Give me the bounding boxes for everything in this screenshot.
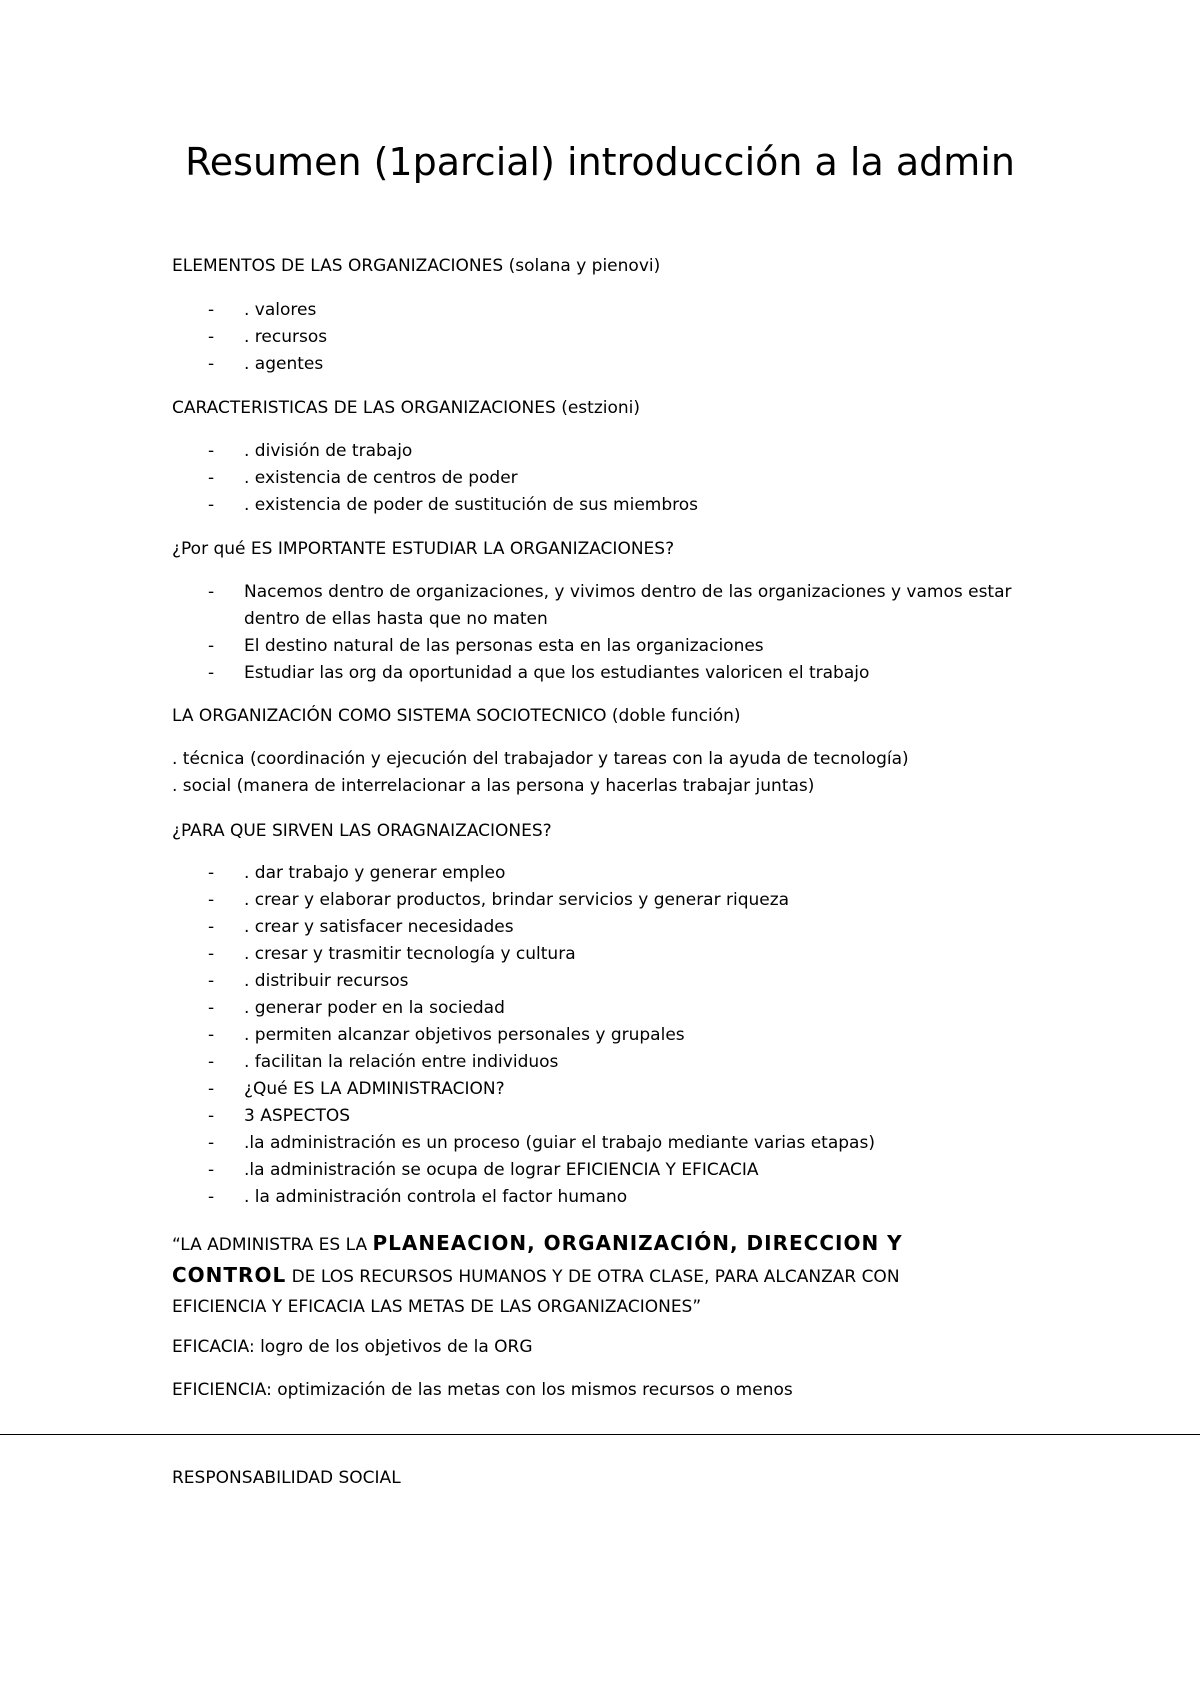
- bullet-dash: -: [208, 354, 215, 374]
- heading-importante: ¿Por qué ES IMPORTANTE ESTUDIAR LA ORGANIZACIONES?: [172, 539, 675, 559]
- quote-emphasis: PLANEACION, ORGANIZACIÓN, DIRECCION Y CONTROL: [172, 1231, 903, 1287]
- bullet-dash: -: [208, 890, 215, 910]
- list-item: - . permiten alcanzar objetivos personales y grupales: [172, 1022, 875, 1049]
- list-item: - ¿Qué ES LA ADMINISTRACION?: [172, 1076, 875, 1103]
- bullet-dash: -: [208, 1133, 215, 1153]
- bullet-dash: -: [208, 1187, 215, 1207]
- list-item: - . la administración controla el factor humano: [172, 1184, 875, 1211]
- list-item: - . dar trabajo y generar empleo: [172, 860, 875, 887]
- list-item: - . crear y satisfacer necesidades: [172, 914, 875, 941]
- list-item: - 3 ASPECTOS: [172, 1103, 875, 1130]
- eficiencia-definition: EFICIENCIA: optimización de las metas con los mismos recursos o menos: [172, 1380, 793, 1400]
- list-item: - . crear y elaborar productos, brindar servicios y generar riqueza: [172, 887, 875, 914]
- bullet-dash: -: [208, 636, 215, 656]
- horizontal-divider: [0, 1434, 1200, 1435]
- bullet-dash: -: [208, 917, 215, 937]
- bullet-dash: -: [208, 863, 215, 883]
- heading-caracteristicas: CARACTERISTICAS DE LAS ORGANIZACIONES (estzioni): [172, 398, 640, 418]
- list-item: - .la administración es un proceso (guiar el trabajo mediante varias etapas): [172, 1130, 875, 1157]
- heading-sociotecnico: LA ORGANIZACIÓN COMO SISTEMA SOCIOTECNICO (doble función): [172, 706, 741, 726]
- heading-sirven: ¿PARA QUE SIRVEN LAS ORAGNAIZACIONES?: [172, 821, 552, 841]
- list-importante: [172, 579, 1024, 687]
- list-item: - .la administración se ocupa de lograr EFICIENCIA Y EFICACIA: [172, 1157, 875, 1184]
- bullet-dash: -: [208, 1079, 215, 1099]
- sociotecnico-lines: [172, 746, 909, 800]
- quote-suffix: DE LOS RECURSOS HUMANOS Y DE OTRA CLASE, PARA ALCANZAR CON EFICIENCIA Y EFICACIA LAS METAS DE LAS ORGANIZACIONES”: [172, 1267, 900, 1317]
- list-item: - . generar poder en la sociedad: [172, 995, 875, 1022]
- text-line: . técnica (coordinación y ejecución del trabajador y tareas con la ayuda de tecnología): [172, 749, 909, 769]
- eficacia-definition: EFICACIA: logro de los objetivos de la ORG: [172, 1337, 533, 1357]
- bullet-dash: -: [208, 327, 215, 347]
- bullet-dash: -: [208, 944, 215, 964]
- list-item: - . existencia de poder de sustitución de sus miembros: [172, 492, 698, 519]
- list-item: - . distribuir recursos: [172, 968, 875, 995]
- list-item: - Nacemos dentro de organizaciones, y vivimos dentro de las organizaciones y vamos estar dentro de ellas hasta que no maten: [172, 579, 1024, 633]
- bullet-dash: -: [208, 1106, 215, 1126]
- list-item: - . facilitan la relación entre individuos: [172, 1049, 875, 1076]
- list-item: - . recursos: [172, 324, 327, 351]
- bullet-dash: -: [208, 998, 215, 1018]
- bullet-dash: -: [208, 1025, 215, 1045]
- bullet-dash: -: [208, 582, 215, 602]
- list-elementos: [172, 297, 327, 378]
- definition-quote: [172, 1228, 952, 1322]
- list-item: - El destino natural de las personas esta en las organizaciones: [172, 633, 1024, 660]
- list-sirven: [172, 860, 875, 1211]
- bullet-dash: -: [208, 495, 215, 515]
- list-caracteristicas: [172, 438, 698, 519]
- document-title: Resumen (1parcial) introducción a la admin: [185, 140, 1015, 184]
- list-item: - . agentes: [172, 351, 327, 378]
- list-item: - . división de trabajo: [172, 438, 698, 465]
- list-item: - Estudiar las org da oportunidad a que los estudiantes valoricen el trabajo: [172, 660, 1024, 687]
- text-line: . social (manera de interrelacionar a las persona y hacerlas trabajar juntas): [172, 776, 815, 796]
- heading-elementos: ELEMENTOS DE LAS ORGANIZACIONES (solana y pienovi): [172, 256, 661, 276]
- heading-responsabilidad: RESPONSABILIDAD SOCIAL: [172, 1468, 401, 1488]
- bullet-dash: -: [208, 300, 215, 320]
- list-item: - . cresar y trasmitir tecnología y cultura: [172, 941, 875, 968]
- bullet-dash: -: [208, 971, 215, 991]
- bullet-dash: -: [208, 468, 215, 488]
- list-item: - . valores: [172, 297, 327, 324]
- bullet-dash: -: [208, 441, 215, 461]
- bullet-dash: -: [208, 1160, 215, 1180]
- quote-prefix: “LA ADMINISTRA ES LA: [172, 1235, 373, 1255]
- list-item: - . existencia de centros de poder: [172, 465, 698, 492]
- bullet-dash: -: [208, 1052, 215, 1072]
- bullet-dash: -: [208, 663, 215, 683]
